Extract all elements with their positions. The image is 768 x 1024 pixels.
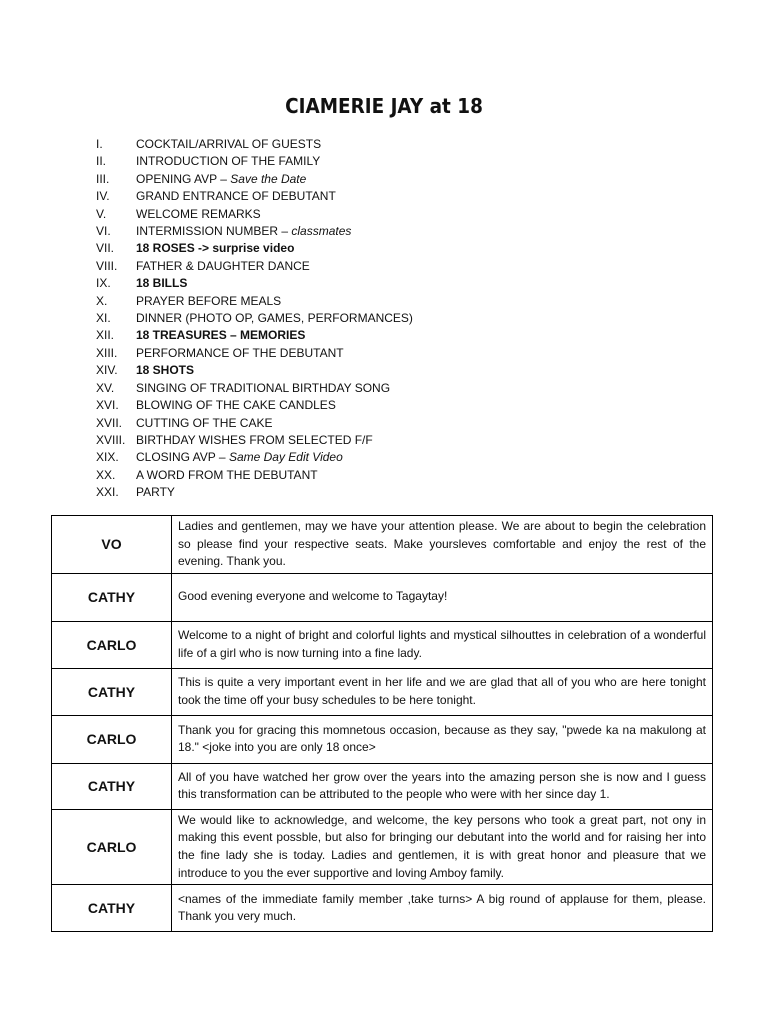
table-row — [52, 763, 713, 809]
program-item-number: IV. — [96, 189, 110, 204]
program-item-number: VII. — [96, 241, 115, 256]
program-list — [96, 136, 413, 502]
program-item-text: DINNER (PHOTO OP, GAMES, PERFORMANCES) — [136, 311, 413, 326]
program-item-number: XIV. — [96, 363, 118, 378]
script-line-cell: All of you have watched her grow over the years into the amazing person she is now and I guess this transformation can be attributed to the people who were with her since day 1. — [172, 763, 713, 809]
program-item-number: XX. — [96, 467, 116, 482]
speaker-cell: CARLO — [52, 715, 172, 763]
program-item-text: PRAYER BEFORE MEALS — [136, 293, 282, 308]
program-item — [96, 223, 413, 240]
table-row — [52, 715, 713, 763]
program-item — [96, 206, 413, 223]
table-row — [52, 621, 713, 668]
program-item-number: XVI. — [96, 398, 119, 413]
script-line-cell: Ladies and gentlemen, may we have your attention please. We are about to begin the celebration so please find your respective seats. Make yoursleves comfortable and enjoy the rest of the evening. Thank you. — [172, 516, 713, 574]
program-item-number: XVIII. — [96, 432, 126, 447]
program-item-number: V. — [96, 206, 107, 221]
table-row — [52, 809, 713, 884]
program-item — [96, 310, 413, 327]
script-line-cell: Welcome to a night of bright and colorful lights and mystical silhouttes in celebration of a wonderful life of a girl who is now turning into a fine lady. — [172, 621, 713, 668]
program-item-number: VIII. — [96, 258, 118, 273]
table-row — [52, 668, 713, 715]
script-table — [51, 515, 713, 932]
speaker-cell: CARLO — [52, 809, 172, 884]
program-item-number: X. — [96, 293, 108, 308]
program-item-note: Save the Date — [230, 171, 307, 186]
program-item-number: II. — [96, 154, 107, 169]
program-item-number: III. — [96, 171, 110, 186]
program-item — [96, 467, 413, 484]
program-item-number: XV. — [96, 380, 115, 395]
table-row — [52, 516, 713, 574]
script-line-cell: We would like to acknowledge, and welcome, the key persons who took a great part, not ony in making this event possble, but also for bringing our debutant into the world and for raising her into the fine lady she is today. Ladies and gentlemen, it is with great honor and pleasure that we introduce to you the ever supportive and loving Amboy family. — [172, 809, 713, 884]
script-line-cell: <names of the immediate family member ,take turns> A big round of applause for them, please. Thank you very much. — [172, 885, 713, 932]
program-item — [96, 380, 413, 397]
program-item — [96, 240, 413, 257]
program-item-text: 18 SHOTS — [136, 363, 195, 378]
program-item — [96, 397, 413, 414]
program-item-text: PARTY — [136, 485, 175, 500]
program-item-number: IX. — [96, 276, 111, 291]
script-line-cell: This is quite a very important event in her life and we are glad that all of you who are here tonight took the time off your busy schedules to be here tonight. — [172, 668, 713, 715]
speaker-cell: VO — [52, 516, 172, 574]
script-line-cell: Good evening everyone and welcome to Tagaytay! — [172, 573, 713, 621]
program-item-text: OPENING AVP – — [136, 171, 231, 186]
program-item — [96, 449, 413, 466]
program-item — [96, 153, 413, 170]
program-item — [96, 275, 413, 292]
program-item-text: COCKTAIL/ARRIVAL OF GUESTS — [136, 137, 322, 151]
program-item-text: INTERMISSION NUMBER – — [136, 224, 292, 239]
program-item — [96, 293, 413, 310]
speaker-cell: CATHY — [52, 573, 172, 621]
program-item-note: classmates — [291, 224, 352, 239]
program-item-number: XVII. — [96, 415, 123, 430]
program-item-text: WELCOME REMARKS — [136, 206, 261, 221]
program-item-text: 18 TREASURES – MEMORIES — [136, 328, 306, 343]
program-item-text: CLOSING AVP – — [136, 450, 229, 465]
program-item — [96, 362, 413, 379]
program-item-text: GRAND ENTRANCE OF DEBUTANT — [136, 189, 336, 204]
program-item-number: I. — [96, 137, 103, 151]
program-item — [96, 345, 413, 362]
page-title: CIAMERIE JAY at 18 — [285, 94, 483, 118]
program-item-note: Same Day Edit Video — [228, 450, 343, 465]
program-item — [96, 258, 413, 275]
program-item-text: INTRODUCTION OF THE FAMILY — [136, 154, 321, 169]
program-item — [96, 188, 413, 205]
speaker-cell: CATHY — [52, 668, 172, 715]
program-item-number: XI. — [96, 311, 111, 326]
program-item — [96, 432, 413, 449]
program-item-number: XIX. — [96, 450, 119, 465]
program-item — [96, 484, 413, 501]
program-item-number: VI. — [96, 224, 111, 239]
program-item-text: A WORD FROM THE DEBUTANT — [136, 467, 318, 482]
program-item — [96, 136, 413, 153]
speaker-cell: CATHY — [52, 885, 172, 932]
program-item — [96, 171, 413, 188]
program-item-number: XXI. — [96, 485, 119, 500]
program-item-text: PERFORMANCE OF THE DEBUTANT — [136, 345, 344, 360]
table-row — [52, 573, 713, 621]
program-item-text: 18 BILLS — [136, 276, 188, 291]
program-item — [96, 327, 413, 344]
program-item-text: SINGING OF TRADITIONAL BIRTHDAY SONG — [136, 380, 391, 395]
speaker-cell: CATHY — [52, 763, 172, 809]
script-line-cell: Thank you for gracing this momnetous occasion, because as they say, "pwede ka na makulong at 18." <joke into you are only 18 once> — [172, 715, 713, 763]
program-item — [96, 415, 413, 432]
program-item-text: FATHER & DAUGHTER DANCE — [136, 258, 310, 273]
table-row — [52, 885, 713, 932]
speaker-cell: CARLO — [52, 621, 172, 668]
program-item-number: XII. — [96, 328, 115, 343]
program-item-text: CUTTING OF THE CAKE — [136, 415, 273, 430]
program-item-number: XIII. — [96, 345, 118, 360]
program-item-text: BLOWING OF THE CAKE CANDLES — [136, 398, 336, 413]
program-item-text: BIRTHDAY WISHES FROM SELECTED F/F — [136, 432, 373, 447]
program-item-text: 18 ROSES -> surprise video — [136, 241, 295, 256]
